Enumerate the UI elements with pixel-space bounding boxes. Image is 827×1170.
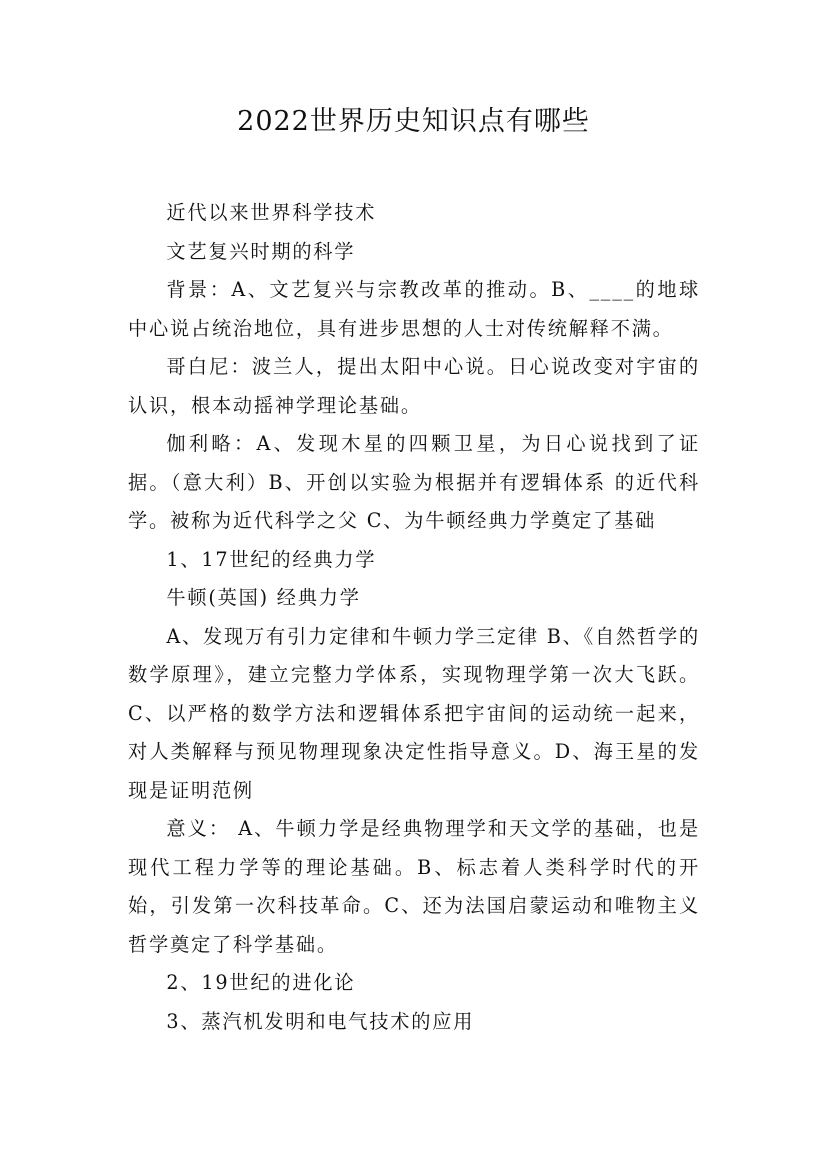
paragraph-steam-electric-heading: 3、蒸汽机发明和电气技术的应用 xyxy=(166,1009,475,1033)
paragraph-significance: 意义： A、牛顿力学是经典物理学和天文学的基础，也是现代工程力学等的理论基础。B、标志着人类科学时代的开始，引发第一次科技革命。C、还为法国启蒙运动和唯物主义哲学奠定了科学基础。 xyxy=(128,817,700,956)
paragraph-subsection-heading: 文艺复兴时期的科学 xyxy=(166,239,356,263)
document-body xyxy=(128,194,700,1041)
paragraph-newton-heading: 牛顿(英国) 经典力学 xyxy=(166,586,361,609)
paragraph-background: 背景：A、文艺复兴与宗教改革的推动。B、____的地球中心说占统治地位，具有进步思想的人士对传统解释不满。 xyxy=(128,278,700,340)
paragraph-copernicus: 哥白尼：波兰人，提出太阳中心说。日心说改变对宇宙的认识，根本动摇神学理论基础。 xyxy=(128,355,700,417)
paragraph-evolution-heading: 2、19世纪的进化论 xyxy=(166,971,356,994)
paragraph-section-heading: 近代以来世界科学技术 xyxy=(166,201,377,224)
paragraph-classical-mechanics-heading: 1、17世纪的经典力学 xyxy=(166,547,377,571)
paragraph-galileo: 伽利略：A、发现木星的四颗卫星，为日心说找到了证据。（意大利）B、开创以实验为根据并有逻辑体系 的近代科学。被称为近代科学之父 C、为牛顿经典力学奠定了基础 xyxy=(128,432,700,532)
document-title: 2022世界历史知识点有哪些 xyxy=(237,106,590,137)
paragraph-newton-achievements: A、发现万有引力定律和牛顿力学三定律 B、《自然哲学的数学原理》，建立完整力学体系，实现物理学第一次大飞跃。C、以严格的数学方法和逻辑体系把宇宙间的运动统一起来，对人类解释与预见物理现象决定性指导意义。D、海王星的发现是证明范例 xyxy=(128,624,700,802)
